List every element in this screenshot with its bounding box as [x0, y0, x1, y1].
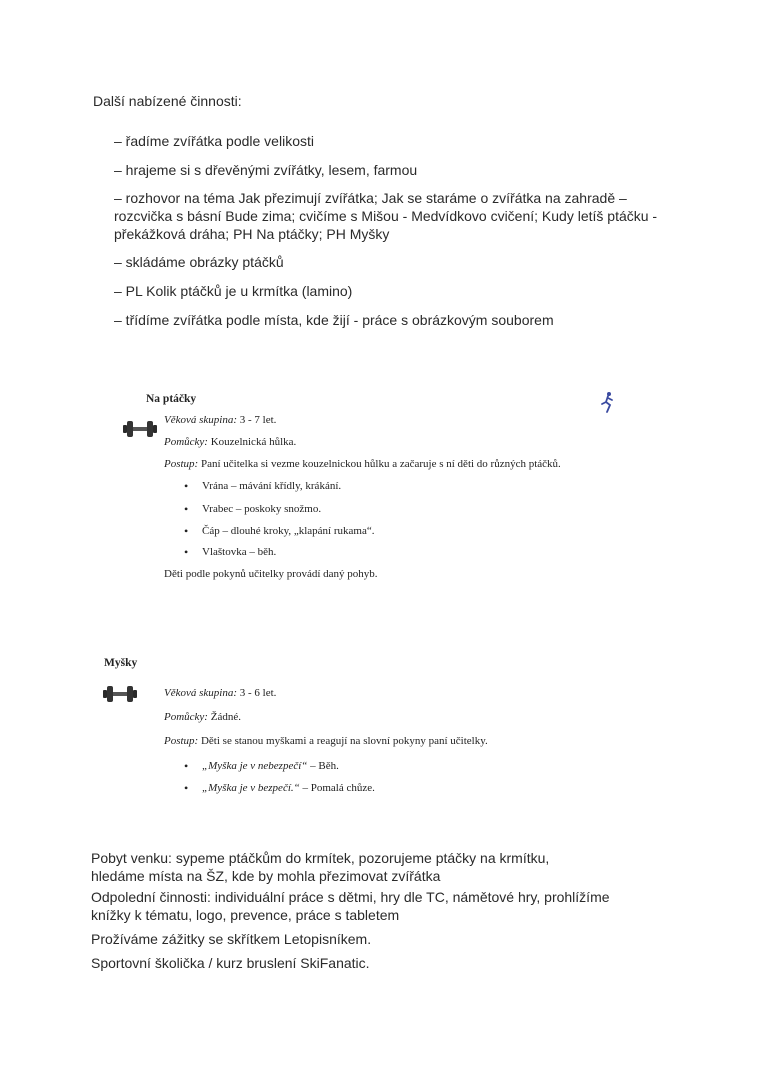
- sports-paragraph: Sportovní školička / kurz bruslení SkiFanatic.: [91, 955, 370, 971]
- procedure: Postup: Paní učitelka si vezme kouzelnickou hůlku a začaruje s ní děti do různých ptáčků.: [164, 458, 561, 470]
- dumbbell-icon: [102, 684, 138, 704]
- game-title: Myšky: [104, 657, 138, 669]
- list-item: – řadíme zvířátka podle velikosti: [114, 133, 314, 149]
- list-item: • Vlaštovka – běh.: [202, 546, 276, 558]
- dumbbell-icon: [122, 419, 158, 439]
- aids: Pomůcky: Žádné.: [164, 711, 241, 723]
- procedure: Postup: Děti se stanou myškami a reagují na slovní pokyny paní učitelky.: [164, 735, 488, 747]
- aids: Pomůcky: Kouzelnická hůlka.: [164, 436, 297, 448]
- list-item: • Čáp – dlouhé kroky, „klapání rukama“.: [202, 525, 374, 537]
- list-item: – hrajeme si s dřevěnými zvířátky, lesem, farmou: [114, 162, 418, 178]
- list-item: • Vrána – mávání křídly, krákání.: [202, 480, 341, 492]
- list-item: • „Myška je v nebezpečí“ – Běh.: [202, 760, 339, 772]
- running-figure-icon: [600, 391, 614, 413]
- game-title: Na ptáčky: [146, 393, 197, 405]
- list-item: – třídíme zvířátka podle místa, kde žijí - práce s obrázkovým souborem: [114, 312, 554, 328]
- outdoor-paragraph: Pobyt venku: sypeme ptáčkům do krmítek, pozorujeme ptáčky na krmítku, hledáme místa na ŠZ, kde by mohla přezimovat zvířátka: [91, 850, 550, 884]
- section-heading: Další nabízené činnosti:: [93, 93, 242, 109]
- list-item: – skládáme obrázky ptáčků: [114, 254, 284, 270]
- afternoon-paragraph: Odpolední činnosti: individuální práce s dětmi, hry dle TC, námětové hry, prohlížíme knížky k tématu, logo, prevence, práce s tabletem: [91, 889, 610, 923]
- list-item: • Vrabec – poskoky snožmo.: [202, 503, 321, 515]
- list-item: – rozhovor na téma Jak přezimují zvířátka; Jak se staráme o zvířátka na zahradě – rozcvička s básní Bude zima; cvičíme s Mišou - Medvídkovo cvičení; Kudy letíš ptáčku - překážková dráha; PH Na ptáčky; PH Myšky: [114, 190, 658, 242]
- list-item: – PL Kolik ptáčků je u krmítka (lamino): [114, 283, 353, 299]
- list-item: • „Myška je v bezpečí.“ – Pomalá chůze.: [202, 782, 375, 794]
- age-group: Věková skupina: 3 - 6 let.: [164, 687, 277, 699]
- age-group: Věková skupina: 3 - 7 let.: [164, 414, 277, 426]
- game-closing: Děti podle pokynů učitelky provádí daný pohyb.: [164, 568, 378, 580]
- experience-paragraph: Prožíváme zážitky se skřítkem Letopisníkem.: [91, 931, 372, 947]
